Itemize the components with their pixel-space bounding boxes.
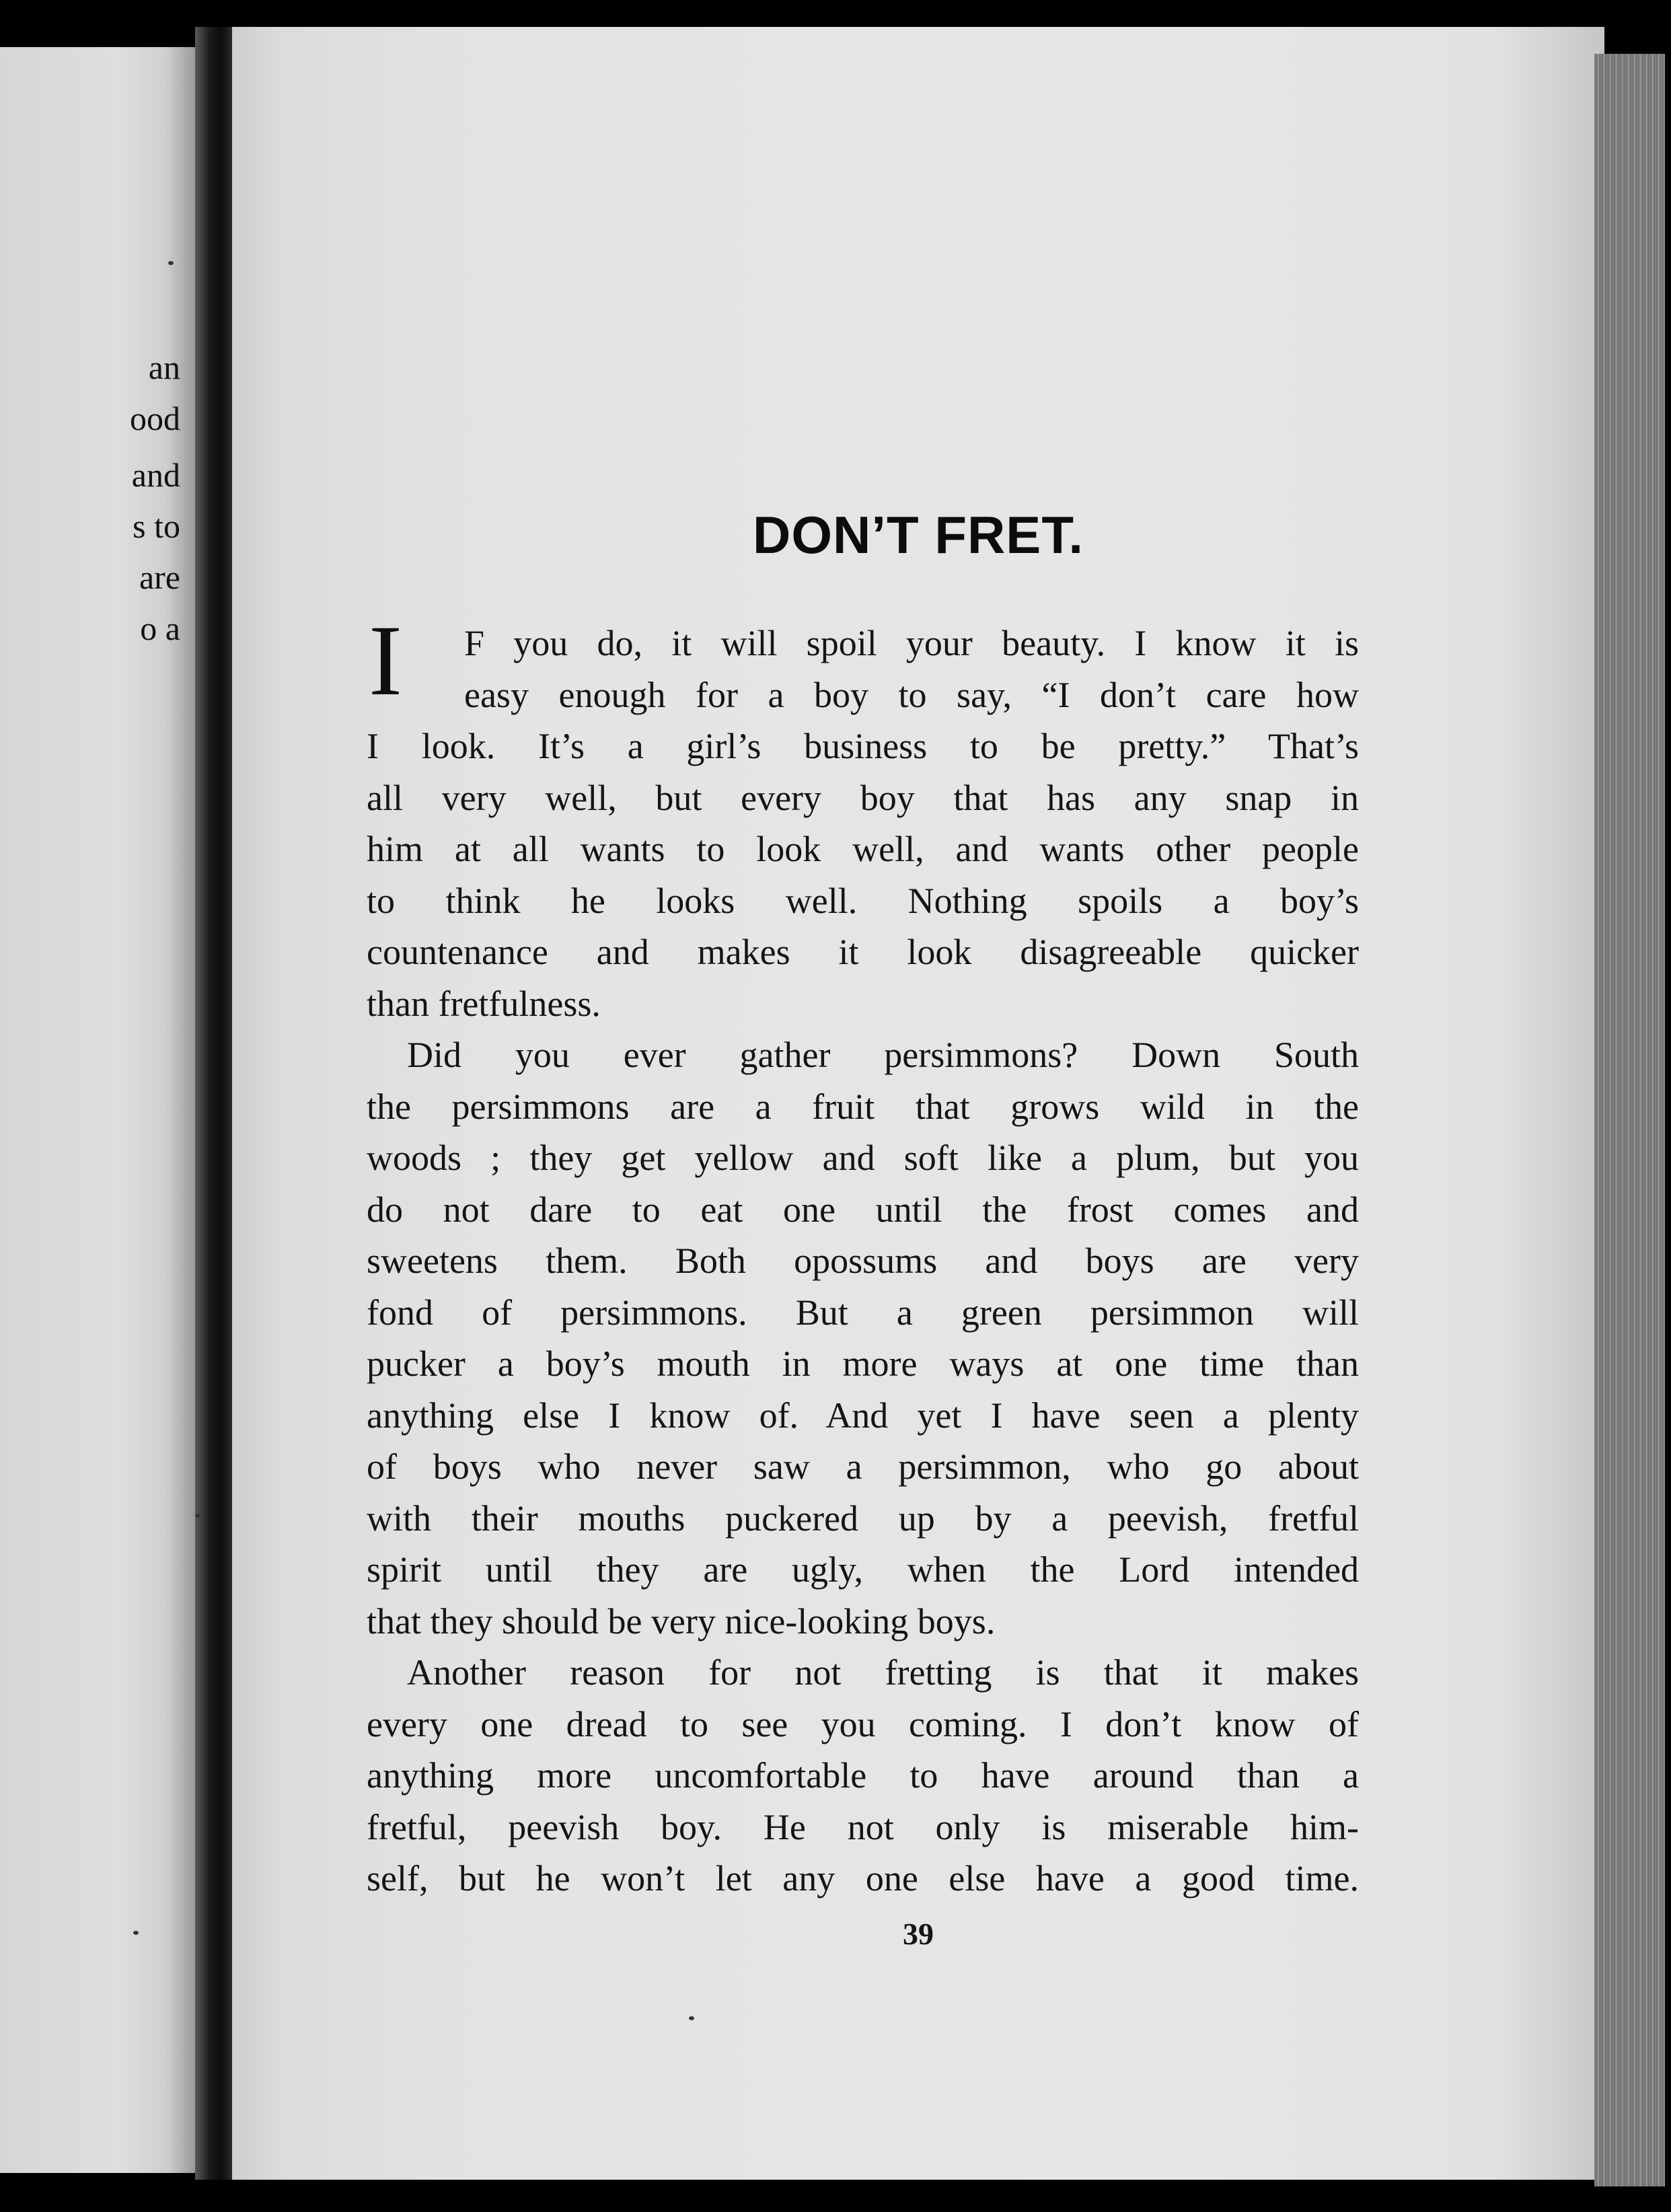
text-line: countenance and makes it look disagreeable quicker xyxy=(367,932,1359,972)
text-line: the persimmons are a fruit that grows wild in the xyxy=(367,1086,1359,1127)
page-stack-edge xyxy=(1594,54,1665,2186)
text-line: do not dare to eat one until the frost comes and xyxy=(367,1189,1359,1230)
book-gutter xyxy=(195,27,232,2180)
text-line: fond of persimmons. But a green persimmon will xyxy=(367,1292,1359,1333)
text-line: every one dread to see you coming. I don’t know of xyxy=(367,1703,1359,1744)
text-line: Another reason for not fretting is that it makes xyxy=(407,1652,1359,1693)
text-line: with their mouths puckered up by a peevish, fretful xyxy=(367,1498,1359,1539)
text-line: I look. It’s a girl’s business to be pretty.” That’s xyxy=(367,726,1359,766)
left-fragment: o a xyxy=(140,610,180,647)
text-line: self, but he won’t let any one else have a good time. xyxy=(367,1858,1359,1898)
text-line: him at all wants to look well, and wants other people xyxy=(367,829,1359,869)
text-line: anything more uncomfortable to have around than a xyxy=(367,1755,1359,1796)
body-text xyxy=(367,618,1359,1905)
text-line: than fretfulness. xyxy=(367,983,601,1024)
text-line: Did you ever gather persimmons? Down South xyxy=(407,1035,1359,1075)
text-line: that they should be very nice-looking boys. xyxy=(367,1600,996,1642)
left-fragment: an xyxy=(148,348,180,386)
text-line: anything else I know of. And yet I have seen a plenty xyxy=(367,1395,1359,1436)
text-line: spirit until they are ugly, when the Lord intended xyxy=(367,1549,1359,1590)
text-line: easy enough for a boy to say, “I don’t care how xyxy=(464,674,1359,715)
text-line: all very well, but every boy that has any snap in xyxy=(367,777,1359,818)
text-line: pucker a boy’s mouth in more ways at one time than xyxy=(367,1343,1359,1384)
page-number: 39 xyxy=(903,1917,934,1951)
paper-speck xyxy=(195,1514,200,1518)
paper-speck xyxy=(133,1931,139,1935)
left-facing-page xyxy=(0,47,195,2173)
text-line: of boys who never saw a persimmon, who go about xyxy=(367,1446,1359,1487)
page-title: DON’T FRET. xyxy=(753,505,1084,564)
left-fragment: s to xyxy=(133,507,180,545)
paper-speck xyxy=(689,2016,694,2020)
text-line: F you do, it will spoil your beauty. I know it is xyxy=(464,623,1359,663)
left-fragment: are xyxy=(139,558,180,596)
text-line: sweetens them. Both opossums and boys are very xyxy=(367,1241,1359,1281)
left-fragment: and xyxy=(131,456,180,494)
text-line: fretful, peevish boy. He not only is miserable him- xyxy=(367,1806,1359,1847)
text-line: woods ; they get yellow and soft like a plum, but you xyxy=(367,1138,1359,1178)
drop-cap: I xyxy=(369,605,402,716)
paper-speck xyxy=(168,261,174,265)
left-page-text-fragments xyxy=(130,342,180,654)
text-line: to think he looks well. Nothing spoils a boy’s xyxy=(367,880,1359,921)
left-fragment: ood xyxy=(130,400,180,437)
